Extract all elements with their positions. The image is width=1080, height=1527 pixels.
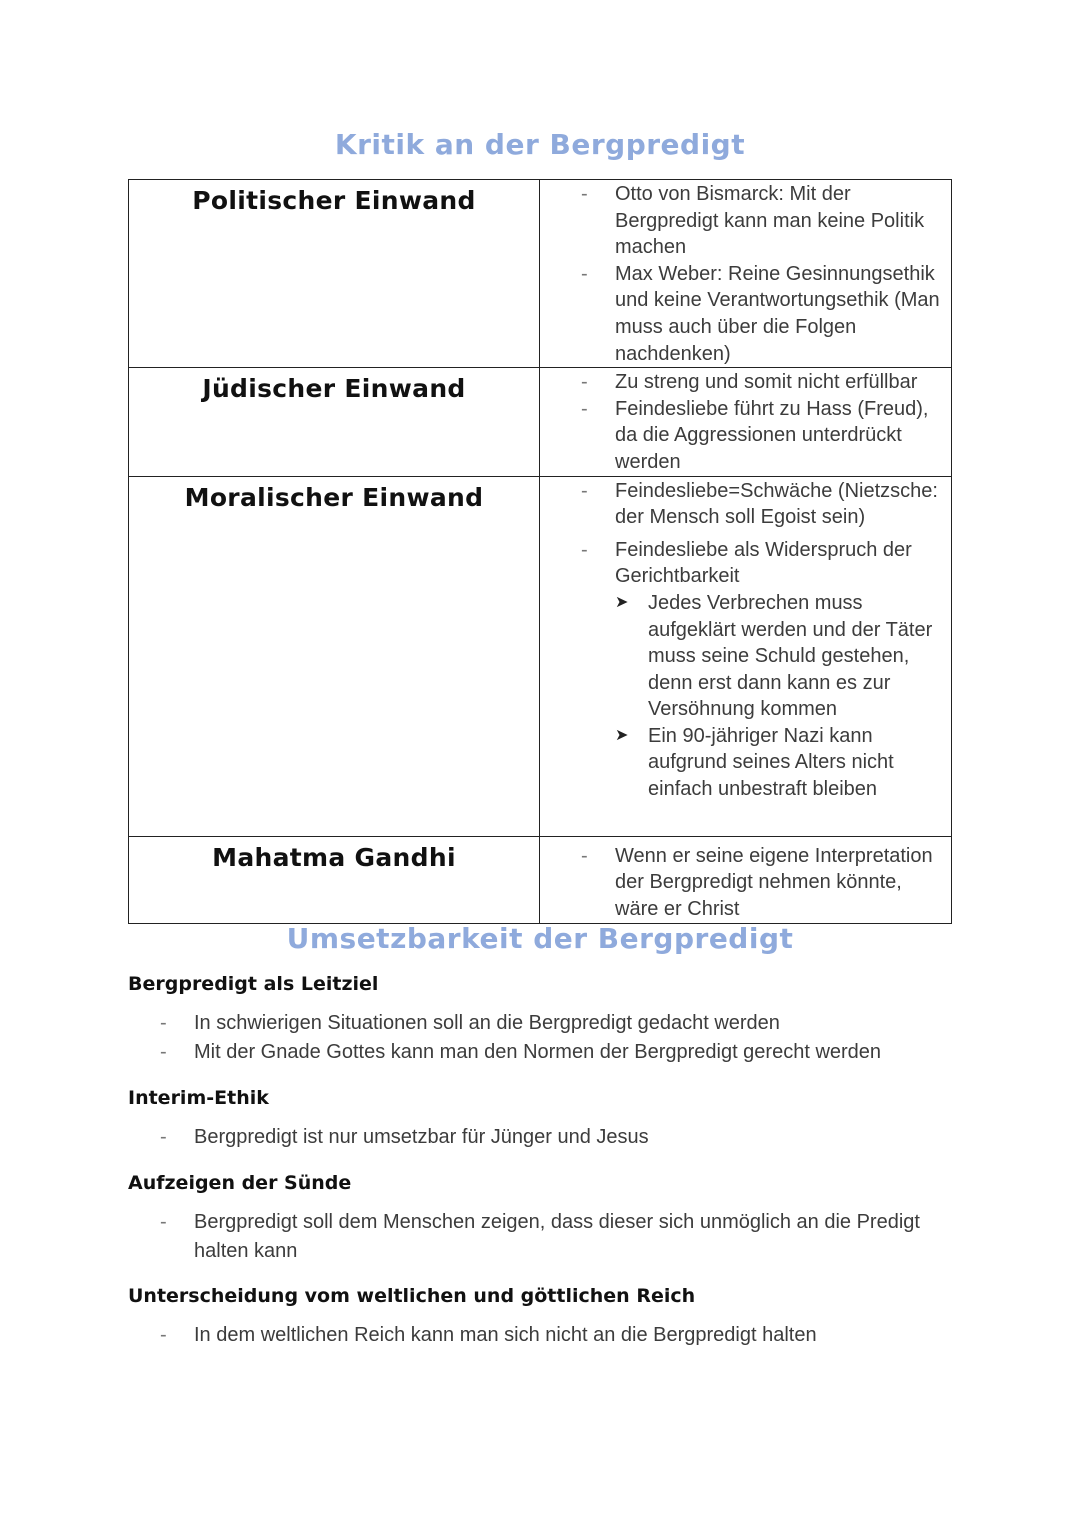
table-row: [129, 180, 952, 368]
row-label-cell: [129, 180, 540, 368]
sub-list-item: ➤ Jedes Verbrechen muss aufgeklärt werden und der Täter muss seine Schuld gestehen, denn erst dann kann es zur Versöhnung kommen: [615, 590, 943, 723]
list-item: - Mit der Gnade Gottes kann man den Normen der Bergpredigt gerecht werden: [128, 1038, 952, 1067]
row-label: Politischer Einwand: [192, 186, 476, 215]
list-item: - Feindesliebe führt zu Hass (Freud), da die Aggressionen unterdrückt werden: [540, 396, 951, 476]
row-label: Jüdischer Einwand: [202, 374, 466, 404]
list-item: - Wenn er seine eigene Interpretation der Bergpredigt nehmen könnte, wäre er Christ: [540, 843, 951, 923]
list-item: - In schwierigen Situationen soll an die Bergpredigt gedacht werden: [128, 1009, 952, 1038]
row-label-cell: [129, 476, 540, 836]
section-heading: Bergpredigt als Leitziel: [128, 973, 379, 995]
table-row: [129, 368, 952, 476]
row-label-cell: [129, 368, 540, 476]
page-title: Kritik an der Bergpredigt: [334, 128, 746, 161]
section-heading: Aufzeigen der Sünde: [128, 1172, 352, 1194]
list-item: - Max Weber: Reine Gesinnungsethik und keine Verantwortungsethik (Man muss auch über die Folgen nachdenken): [540, 261, 951, 367]
row-label: Mahatma Gandhi: [212, 842, 456, 872]
row-label-cell: [129, 836, 540, 923]
list-item: - In dem weltlichen Reich kann man sich nicht an die Bergpredigt halten: [128, 1321, 952, 1350]
section-heading: Unterscheidung vom weltlichen und göttlichen Reich: [128, 1285, 696, 1307]
list-item-text: Feindesliebe als Widerspruch der Gerichtbarkeit: [615, 538, 912, 588]
list-item: - Bergpredigt ist nur umsetzbar für Jünger und Jesus: [128, 1123, 952, 1152]
section-suende: [128, 1172, 952, 1265]
row-label: Moralischer Einwand: [184, 482, 484, 512]
section-reiche: [128, 1285, 952, 1350]
section-title: Umsetzbarkeit der Bergpredigt: [286, 922, 794, 955]
section-heading: Interim-Ethik: [128, 1087, 269, 1109]
section-leitziel: [128, 973, 952, 1066]
list-item: - Bergpredigt soll dem Menschen zeigen, dass dieser sich unmöglich an die Predigt halten kann: [128, 1208, 952, 1265]
list-item: - Zu streng und somit nicht erfüllbar: [540, 369, 951, 396]
row-content-cell: [540, 836, 952, 923]
list-item: - Feindesliebe=Schwäche (Nietzsche: der Mensch soll Egoist sein): [540, 478, 951, 531]
row-content-cell: [540, 180, 952, 368]
section-interim-ethik: [128, 1087, 952, 1152]
critique-table: [128, 179, 952, 924]
table-row: [129, 476, 952, 836]
table-row: [129, 836, 952, 923]
list-item: [540, 537, 951, 803]
list-item: - Otto von Bismarck: Mit der Bergpredigt kann man keine Politik machen: [540, 181, 951, 261]
sub-list-item: ➤ Ein 90-jähriger Nazi kann aufgrund seines Alters nicht einfach unbestraft bleiben: [615, 723, 943, 803]
row-content-cell: [540, 476, 952, 836]
row-content-cell: [540, 368, 952, 476]
